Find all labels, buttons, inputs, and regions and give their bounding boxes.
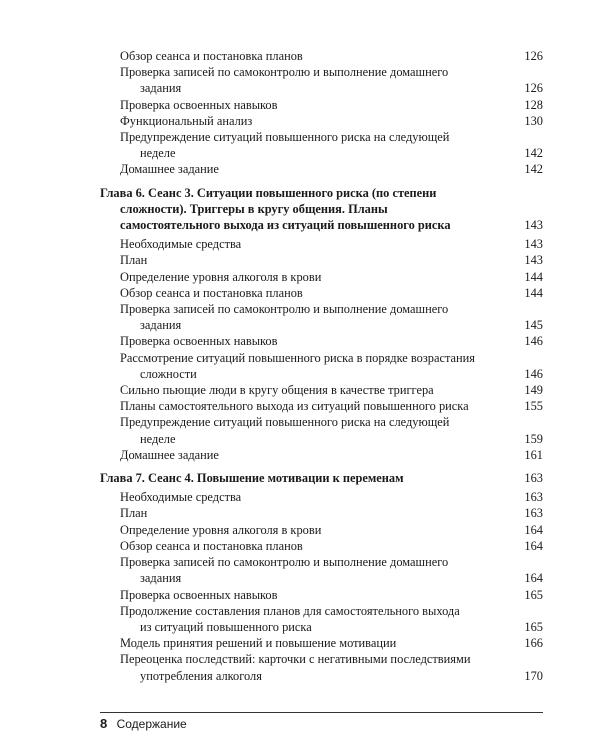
toc-entry-title-line: Модель принятия решений и повышение мотивации xyxy=(120,636,397,651)
toc-entry-title-line: Проверка записей по самоконтролю и выполнение домашнего xyxy=(120,65,449,80)
toc-section-entry xyxy=(100,489,543,505)
toc-section-entry xyxy=(100,285,543,301)
toc-entry-title-line: Проверка записей по самоконтролю и выполнение домашнего xyxy=(120,302,449,317)
footer-section-title: Содержание xyxy=(116,717,187,731)
toc-section-entry xyxy=(100,538,543,554)
table-of-contents xyxy=(100,48,543,684)
toc-section-entry xyxy=(100,113,543,129)
toc-page-number: 164 xyxy=(524,538,543,553)
toc-page-number: 163 xyxy=(524,471,543,486)
toc-entry-title-line: сложности). Триггеры в кругу общения. Планы xyxy=(120,201,388,216)
toc-entry-title-line: Определение уровня алкоголя в крови xyxy=(120,522,322,537)
toc-entry-title-line: Необходимые средства xyxy=(120,490,242,505)
toc-page-number: 170 xyxy=(524,668,543,683)
toc-section-entry xyxy=(100,48,543,64)
toc-entry-title-line: Переоценка последствий: карточки с негативными последствиями xyxy=(120,652,471,667)
toc-page-number: 126 xyxy=(524,49,543,63)
toc-page-number: 130 xyxy=(524,113,543,128)
toc-section-entry xyxy=(100,587,543,603)
toc-section-entry xyxy=(100,447,543,463)
toc-entry-title-line: задания xyxy=(140,571,182,586)
toc-section-entry xyxy=(100,651,543,683)
toc-entry-title-line: неделе xyxy=(140,146,176,161)
footer-page-number: 8 xyxy=(100,716,108,731)
toc-page-number: 146 xyxy=(524,366,543,381)
toc-page-number: 143 xyxy=(524,253,543,268)
toc-entry-title-line: неделе xyxy=(140,431,176,446)
toc-page-number: 146 xyxy=(524,334,543,349)
toc-page-number: 142 xyxy=(524,146,543,161)
toc-section-entry xyxy=(100,301,543,333)
toc-entry-title-line: самостоятельного выхода из ситуаций повышенного риска xyxy=(120,218,451,233)
toc-section-entry xyxy=(100,398,543,414)
toc-entry-title-line: Необходимые средства xyxy=(120,237,242,252)
toc-page-number: 166 xyxy=(524,636,543,651)
toc-page-number: 145 xyxy=(524,318,543,333)
toc-entry-title-line: Обзор сеанса и постановка планов xyxy=(120,538,303,553)
toc-entry-title-line: Домашнее задание xyxy=(120,162,219,177)
toc-page-number: 161 xyxy=(524,447,543,462)
toc-section-entry xyxy=(100,635,543,651)
toc-entry-title-line: Проверка освоенных навыков xyxy=(120,97,278,112)
toc-section-entry xyxy=(100,603,543,635)
toc-section-entry xyxy=(100,505,543,521)
toc-entry-title-line: задания xyxy=(140,81,182,96)
toc-page-number: 128 xyxy=(524,97,543,112)
toc-page-number: 164 xyxy=(524,522,543,537)
toc-page-number: 155 xyxy=(524,399,543,414)
toc-entry-title-line: Обзор сеанса и постановка планов xyxy=(120,285,303,300)
toc-entry-title-line: Глава 6. Сеанс 3. Ситуации повышенного риска (по степени xyxy=(100,185,437,200)
toc-entry-title-line: Проверка освоенных навыков xyxy=(120,587,278,602)
toc-entry-title-line: из ситуаций повышенного риска xyxy=(140,619,312,634)
toc-entry-title-line: План xyxy=(120,506,148,521)
toc-page-number: 144 xyxy=(524,285,543,300)
toc-entry-title-line: Рассмотрение ситуаций повышенного риска в порядке возрастания xyxy=(120,350,475,365)
toc-entry-title-line: Определение уровня алкоголя в крови xyxy=(120,269,322,284)
toc-page-number: 126 xyxy=(524,81,543,96)
toc-entry-title-line: задания xyxy=(140,318,182,333)
toc-section-entry xyxy=(100,414,543,446)
toc-entry-title-line: Предупреждение ситуаций повышенного риска на следующей xyxy=(120,130,450,145)
toc-page-number: 164 xyxy=(524,571,543,586)
toc-page-number: 165 xyxy=(524,587,543,602)
toc-page-number: 159 xyxy=(524,431,543,446)
toc-page-number: 143 xyxy=(524,237,543,252)
toc-section-entry xyxy=(100,161,543,177)
toc-entry-title-line: Сильно пьющие люди в кругу общения в качестве триггера xyxy=(120,383,434,398)
toc-section-entry xyxy=(100,236,543,252)
toc-entry-title-line: сложности xyxy=(140,366,197,381)
toc-entry-title-line: Глава 7. Сеанс 4. Повышение мотивации к переменам xyxy=(100,471,404,486)
toc-section-entry xyxy=(100,269,543,285)
toc-entry-title-line: Предупреждение ситуаций повышенного риска на следующей xyxy=(120,415,450,430)
toc-section-entry xyxy=(100,554,543,586)
toc-section-entry xyxy=(100,97,543,113)
toc-page-number: 149 xyxy=(524,383,543,398)
toc-page-number: 163 xyxy=(524,490,543,505)
toc-entry-title-line: Обзор сеанса и постановка планов xyxy=(120,49,303,63)
toc-page-number: 144 xyxy=(524,269,543,284)
toc-page-number: 143 xyxy=(524,218,543,233)
toc-entry-title-line: Продолжение составления планов для самостоятельного выхода xyxy=(120,603,460,618)
toc-entry-title-line: употребления алкоголя xyxy=(140,668,262,683)
toc-chapter-entry xyxy=(100,470,543,486)
footer-divider xyxy=(100,712,543,713)
toc-entry-title-line: Проверка записей по самоконтролю и выполнение домашнего xyxy=(120,555,449,570)
toc-entry-title-line: Планы самостоятельного выхода из ситуаций повышенного риска xyxy=(120,399,469,414)
toc-section-entry xyxy=(100,252,543,268)
toc-chapter-entry xyxy=(100,185,543,234)
toc-page-number: 163 xyxy=(524,506,543,521)
toc-section-entry xyxy=(100,382,543,398)
toc-page-number: 142 xyxy=(524,162,543,177)
toc-entry-title-line: Функциональный анализ xyxy=(120,113,253,128)
toc-section-entry xyxy=(100,522,543,538)
toc-entry-title-line: Проверка освоенных навыков xyxy=(120,334,278,349)
toc-section-entry xyxy=(100,333,543,349)
toc-page-number: 165 xyxy=(524,619,543,634)
page-footer xyxy=(100,716,187,731)
toc-section-entry xyxy=(100,64,543,96)
toc-section-entry xyxy=(100,350,543,382)
toc-entry-title-line: Домашнее задание xyxy=(120,447,219,462)
toc-entry-title-line: План xyxy=(120,253,148,268)
toc-section-entry xyxy=(100,129,543,161)
